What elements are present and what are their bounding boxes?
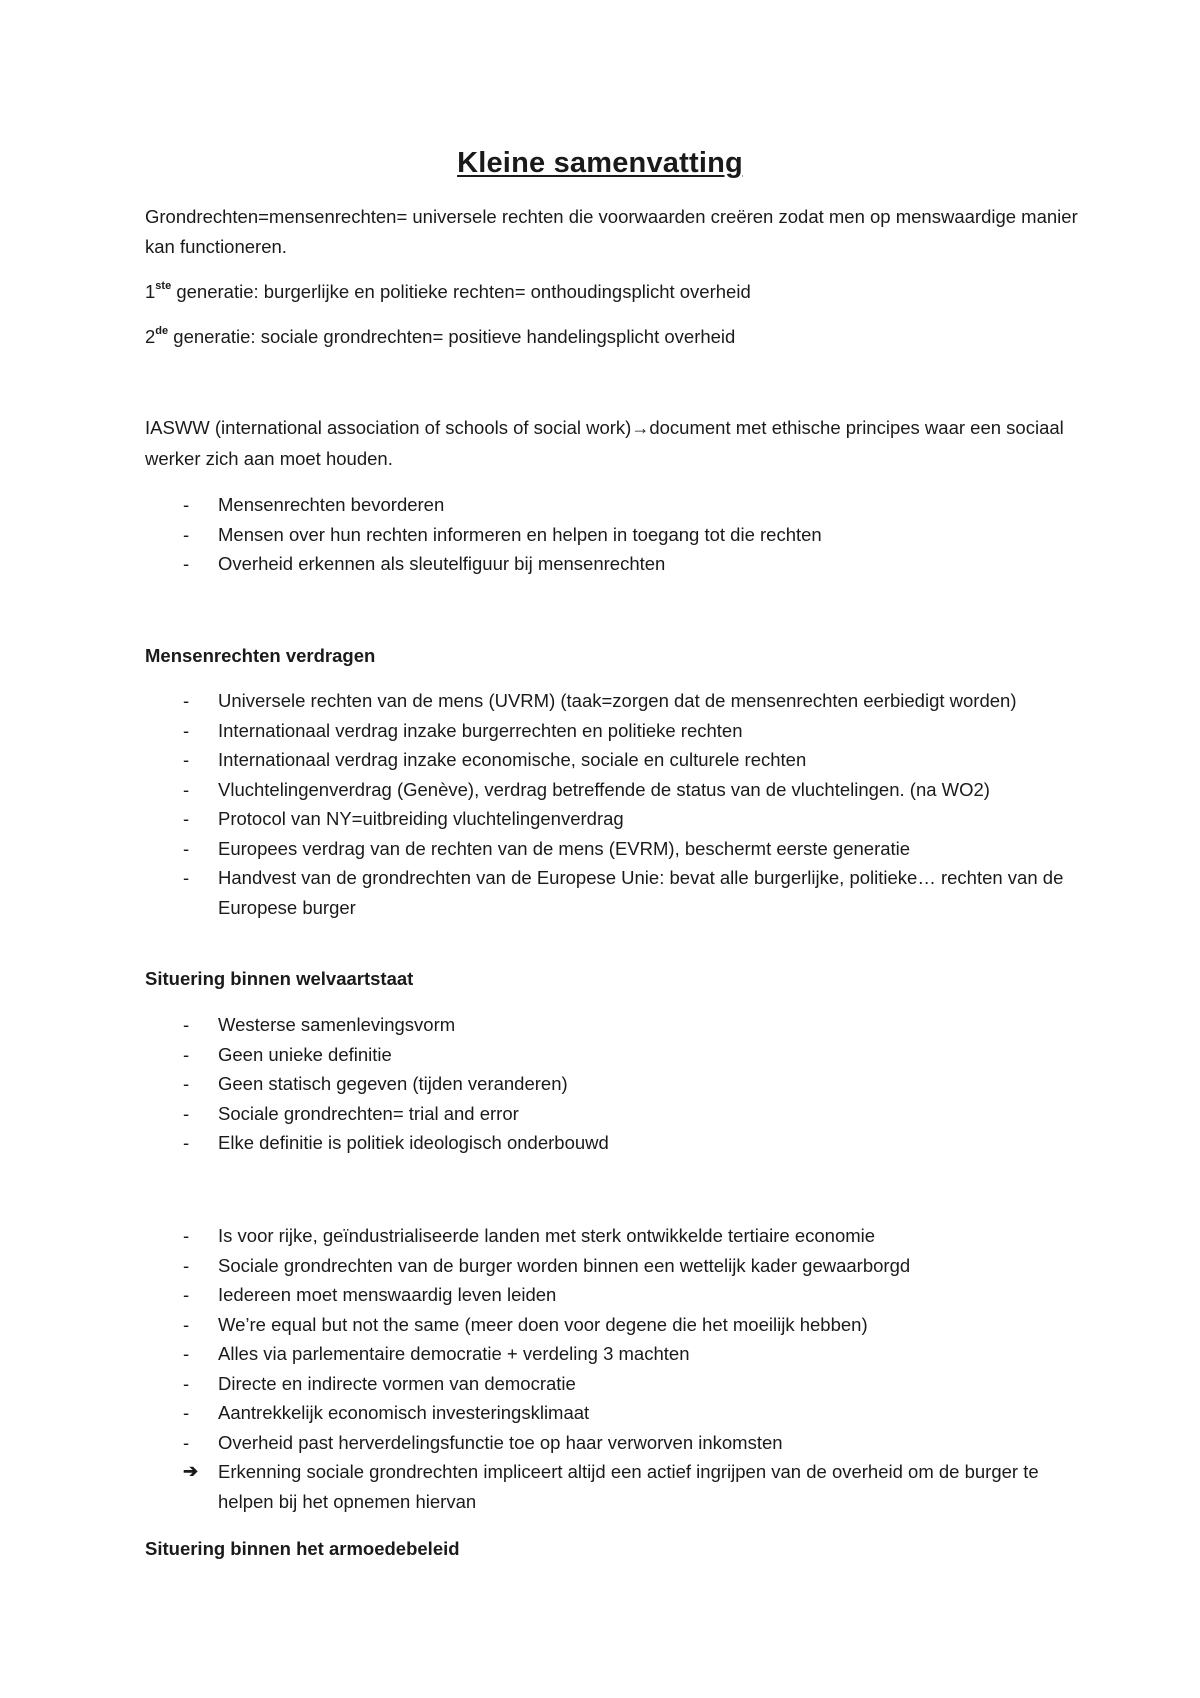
section-heading-armoedebeleid: Situering binnen het armoedebeleid <box>145 1538 460 1559</box>
conclusion-item: ➔ Erkenning sociale grondrechten impliceert altijd een actief ingrijpen van de overheid om de burger te helpen bij het opnemen hiervan <box>145 1457 1080 1516</box>
dash-bullet: - <box>183 1102 190 1124</box>
dash-bullet: - <box>183 523 190 545</box>
list-item: - Geen statisch gegeven (tijden veranderen) <box>145 1069 1080 1099</box>
dash-bullet: - <box>183 1431 190 1453</box>
generation-2-line: 2de generatie: sociale grondrechten= positieve handelingsplicht overheid <box>145 325 736 347</box>
list-item: - Geen unieke definitie <box>145 1040 1080 1070</box>
section-heading-verdragen: Mensenrechten verdragen <box>145 645 376 666</box>
list-item: - Sociale grondrechten= trial and error <box>145 1099 1080 1129</box>
list-item: - Is voor rijke, geïndustrialiseerde landen met sterk ontwikkelde tertiaire economie <box>145 1221 1080 1251</box>
dash-bullet: - <box>183 1225 190 1246</box>
verdragen-list <box>145 686 1080 922</box>
list-item: - Mensen over hun rechten informeren en helpen in toegang tot die rechten <box>145 520 1080 550</box>
list-item: - Vluchtelingenverdrag (Genève), verdrag betreffende de status van de vluchtelingen. (na WO2) <box>145 775 1080 805</box>
dash-bullet: - <box>183 1402 190 1423</box>
list-item: - Alles via parlementaire democratie + verdeling 3 machten <box>145 1339 1080 1369</box>
dash-bullet: - <box>183 1043 190 1065</box>
arrow-right-icon: ➔ <box>183 1461 199 1481</box>
dash-bullet: - <box>183 1372 190 1394</box>
dash-bullet: - <box>183 749 190 770</box>
list-item: - Overheid past herverdelingsfunctie toe op haar verworven inkomsten <box>145 1428 1080 1458</box>
list-item: - Westerse samenlevingsvorm <box>145 1010 1080 1040</box>
list-item: - Universele rechten van de mens (UVRM) (taak=zorgen dat de mensenrechten eerbiedigt worden) <box>145 686 1080 716</box>
generation-1-line: 1ste generatie: burgerlijke en politieke rechten= onthoudingsplicht overheid <box>145 280 751 302</box>
section-heading-welvaartstaat: Situering binnen welvaartstaat <box>145 968 414 989</box>
dash-bullet: - <box>183 1313 190 1335</box>
dash-bullet: - <box>183 1014 190 1035</box>
dash-bullet: - <box>183 494 190 515</box>
list-item: - Internationaal verdrag inzake economische, sociale en culturele rechten <box>145 745 1080 775</box>
dash-bullet: - <box>183 808 190 829</box>
welvaartstaat-list <box>145 1010 1080 1158</box>
dash-bullet: - <box>183 690 190 711</box>
welvaartstaat-list-2 <box>145 1221 1080 1516</box>
dash-bullet: - <box>183 1132 190 1153</box>
dash-bullet: - <box>183 837 190 859</box>
dash-bullet: - <box>183 1254 190 1276</box>
dash-bullet: - <box>183 778 190 800</box>
intro-definition: Grondrechten=mensenrechten= universele rechten die voorwaarden creëren zodat men op menswaardige manier kan functioneren. <box>145 206 1078 257</box>
dash-bullet: - <box>183 719 190 741</box>
list-item: - Internationaal verdrag inzake burgerrechten en politieke rechten <box>145 716 1080 746</box>
list-item: - Elke definitie is politiek ideologisch onderbouwd <box>145 1128 1080 1158</box>
dash-bullet: - <box>183 553 190 574</box>
iasww-paragraph: IASWW (international association of schools of social work)→document met ethische principes waar een sociaal werker zich aan moet houden. <box>145 417 1064 469</box>
list-item: - Mensenrechten bevorderen <box>145 490 1080 520</box>
list-item: - Sociale grondrechten van de burger worden binnen een wettelijk kader gewaarborgd <box>145 1251 1080 1281</box>
document-title: Kleine samenvatting <box>457 147 743 179</box>
dash-bullet: - <box>183 867 190 888</box>
list-item: - Aantrekkelijk economisch investeringsklimaat <box>145 1398 1080 1428</box>
list-item: - Iedereen moet menswaardig leven leiden <box>145 1280 1080 1310</box>
list-item: - Overheid erkennen als sleutelfiguur bij mensenrechten <box>145 549 1080 579</box>
arrow-right-icon: → <box>631 418 650 438</box>
list-item: - Handvest van de grondrechten van de Europese Unie: bevat alle burgerlijke, politieke… rechten van de Europese burger <box>145 863 1080 922</box>
dash-bullet: - <box>183 1073 190 1094</box>
list-item: - Protocol van NY=uitbreiding vluchtelingenverdrag <box>145 804 1080 834</box>
dash-bullet: - <box>183 1343 190 1364</box>
list-item: - Europees verdrag van de rechten van de mens (EVRM), beschermt eerste generatie <box>145 834 1080 864</box>
list-item: - Directe en indirecte vormen van democratie <box>145 1369 1080 1399</box>
iasww-list <box>145 490 1080 579</box>
list-item: - We’re equal but not the same (meer doen voor degene die het moeilijk hebben) <box>145 1310 1080 1340</box>
dash-bullet: - <box>183 1284 190 1305</box>
